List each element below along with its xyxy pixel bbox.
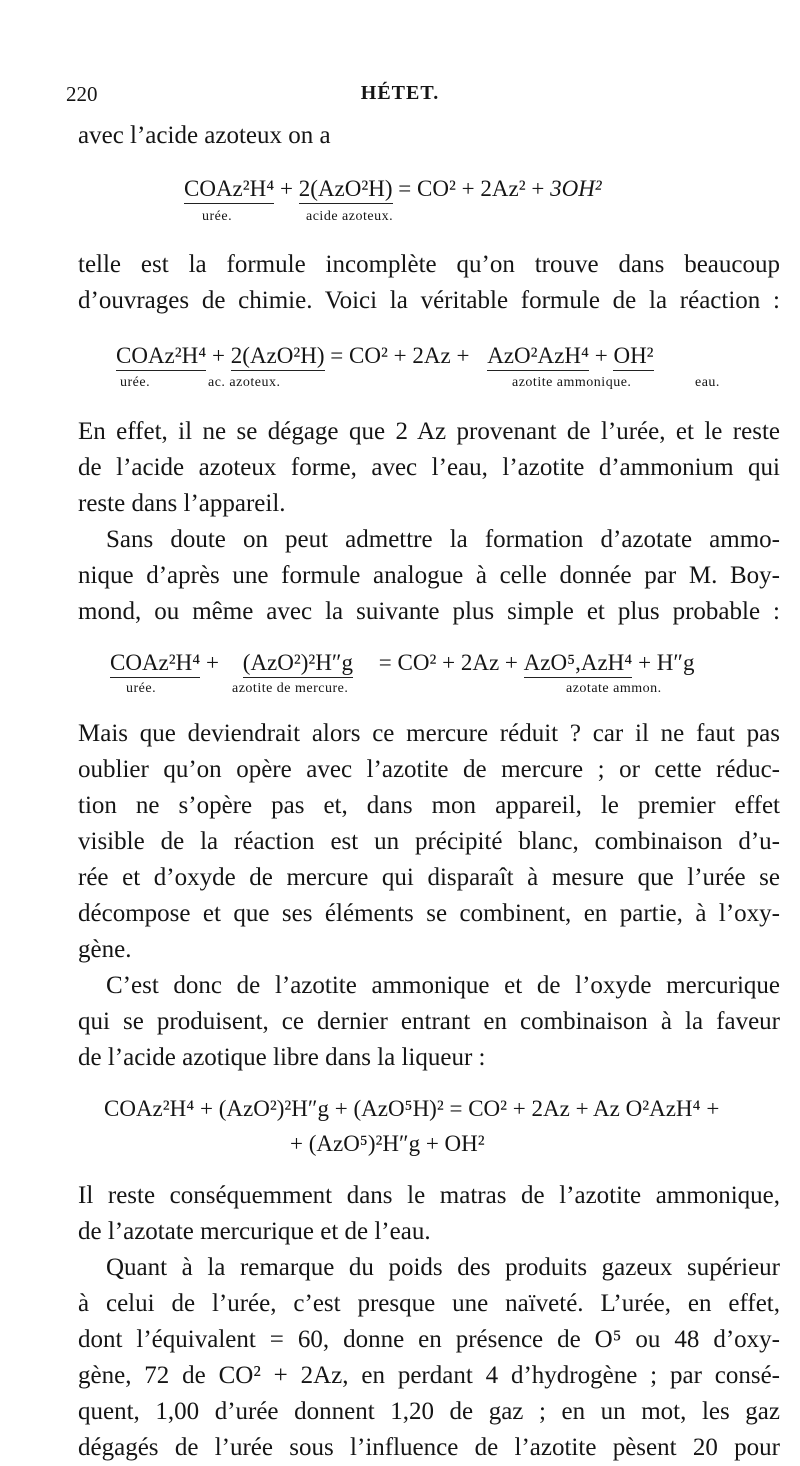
paragraph-line: C’est donc de l’azotite ammonique et de l’oxyde mercurique (106, 972, 780, 999)
eq2-caption: ac. azoteux. (208, 375, 281, 390)
paragraph-line: gène, 72 de CO² + 2Az, en perdant 4 d’hydrogène ; par consé- (78, 1362, 780, 1389)
paragraph-line: mond, ou même avec la suivante plus simple et plus probable : (78, 598, 780, 625)
paragraph-line: En effet, il ne se dégage que 2 Az provenant de l’urée, et le reste (78, 418, 780, 445)
paragraph-line: dont l’équivalent = 60, donne en présence de O⁵ ou 48 d’oxy- (78, 1326, 780, 1353)
equation-4-line-2: + (AzO⁵)²H″g + OH² (290, 1131, 485, 1156)
paragraph-line: visible de la réaction est un précipité blanc, combinaison d’u- (78, 828, 780, 855)
paragraph-line: de l’acide azoteux forme, avec l’eau, l’azotite d’ammonium qui (78, 454, 780, 481)
equation-4-line-1: COAz²H⁴ + (AzO²)²H″g + (AzO⁵H)² = CO² + 2Az + Az O²AzH⁴ + (104, 1096, 720, 1121)
paragraph-line: tion ne s’opère pas et, dans mon appareil, le premier effet (78, 792, 780, 819)
eq2-caption: urée. (120, 375, 151, 390)
paragraph-line: reste dans l’appareil. (78, 490, 286, 517)
paragraph-line: rée et d’oxyde de mercure qui disparaît à mesure que l’urée se (78, 864, 780, 891)
paragraph-line: avec l’acide azoteux on a (78, 122, 331, 149)
paragraph-line: à celui de l’urée, c’est presque une naïveté. L’urée, en effet, (78, 1290, 780, 1317)
eq1-caption-acide: acide azoteux. (306, 209, 394, 224)
eq3-caption: urée. (126, 681, 157, 696)
eq3-caption: azotate ammon. (566, 681, 662, 696)
equation-3: COAz²H⁴ + (AzO²)²H″g = CO² + 2Az + AzO⁵,AzH⁴ + H″g (110, 650, 695, 678)
running-title: HÉTET. (360, 82, 440, 104)
paragraph-line: telle est la formule incomplète qu’on trouve dans beaucoup (78, 251, 780, 278)
page-number: 220 (66, 82, 98, 106)
paragraph-line: nique d’après une formule analogue à celle donnée par M. Boy- (78, 562, 780, 589)
paragraph-line: Sans doute on peut admettre la formation d’azotate ammo- (106, 526, 780, 553)
paragraph-line: qui se produisent, ce dernier entrant en combinaison à la faveur (78, 1008, 780, 1035)
paragraph-line: de l’acide azotique libre dans la liqueur : (78, 1044, 486, 1071)
paragraph-line: Mais que deviendrait alors ce mercure réduit ? car il ne faut pas (78, 720, 780, 747)
paragraph-line: gène. (78, 936, 132, 963)
equation-2: COAz²H⁴ + 2(AzO²H) = CO² + 2Az + AzO²AzH⁴ + OH² (116, 343, 654, 371)
paragraph-line: Il reste conséquemment dans le matras de l’azotite ammonique, (78, 1182, 780, 1209)
paragraph-line: Quant à la remarque du poids des produits gazeux supérieur (106, 1254, 780, 1281)
eq1-term-acide: 2(AzO²H) (299, 176, 393, 204)
paragraph-line: décompose et que ses éléments se combinent, en partie, à l’oxy- (78, 900, 780, 927)
paragraph-line: d’ouvrages de chimie. Voici la véritable formule de la réaction : (78, 287, 780, 314)
paragraph-line: de l’azotate mercurique et de l’eau. (78, 1218, 431, 1245)
eq2-caption: azotite ammonique. (512, 375, 632, 390)
eq1-term-uree: COAz²H⁴ (184, 176, 274, 204)
paragraph-line: quent, 1,00 d’urée donnent 1,20 de gaz ; en un mot, les gaz (78, 1398, 780, 1425)
eq2-caption: eau. (695, 375, 720, 390)
equation-1: COAz²H⁴ + 2(AzO²H) = CO² + 2Az² + 3OH² (184, 176, 602, 204)
eq3-caption: azotite de mercure. (232, 681, 349, 696)
eq1-caption-uree: urée. (202, 209, 233, 224)
paragraph-line: oublier qu’on opère avec l’azotite de mercure ; or cette réduc- (78, 756, 780, 783)
paragraph-line: dégagés de l’urée sous l’influence de l’azotite pèsent 20 pour (78, 1434, 780, 1461)
